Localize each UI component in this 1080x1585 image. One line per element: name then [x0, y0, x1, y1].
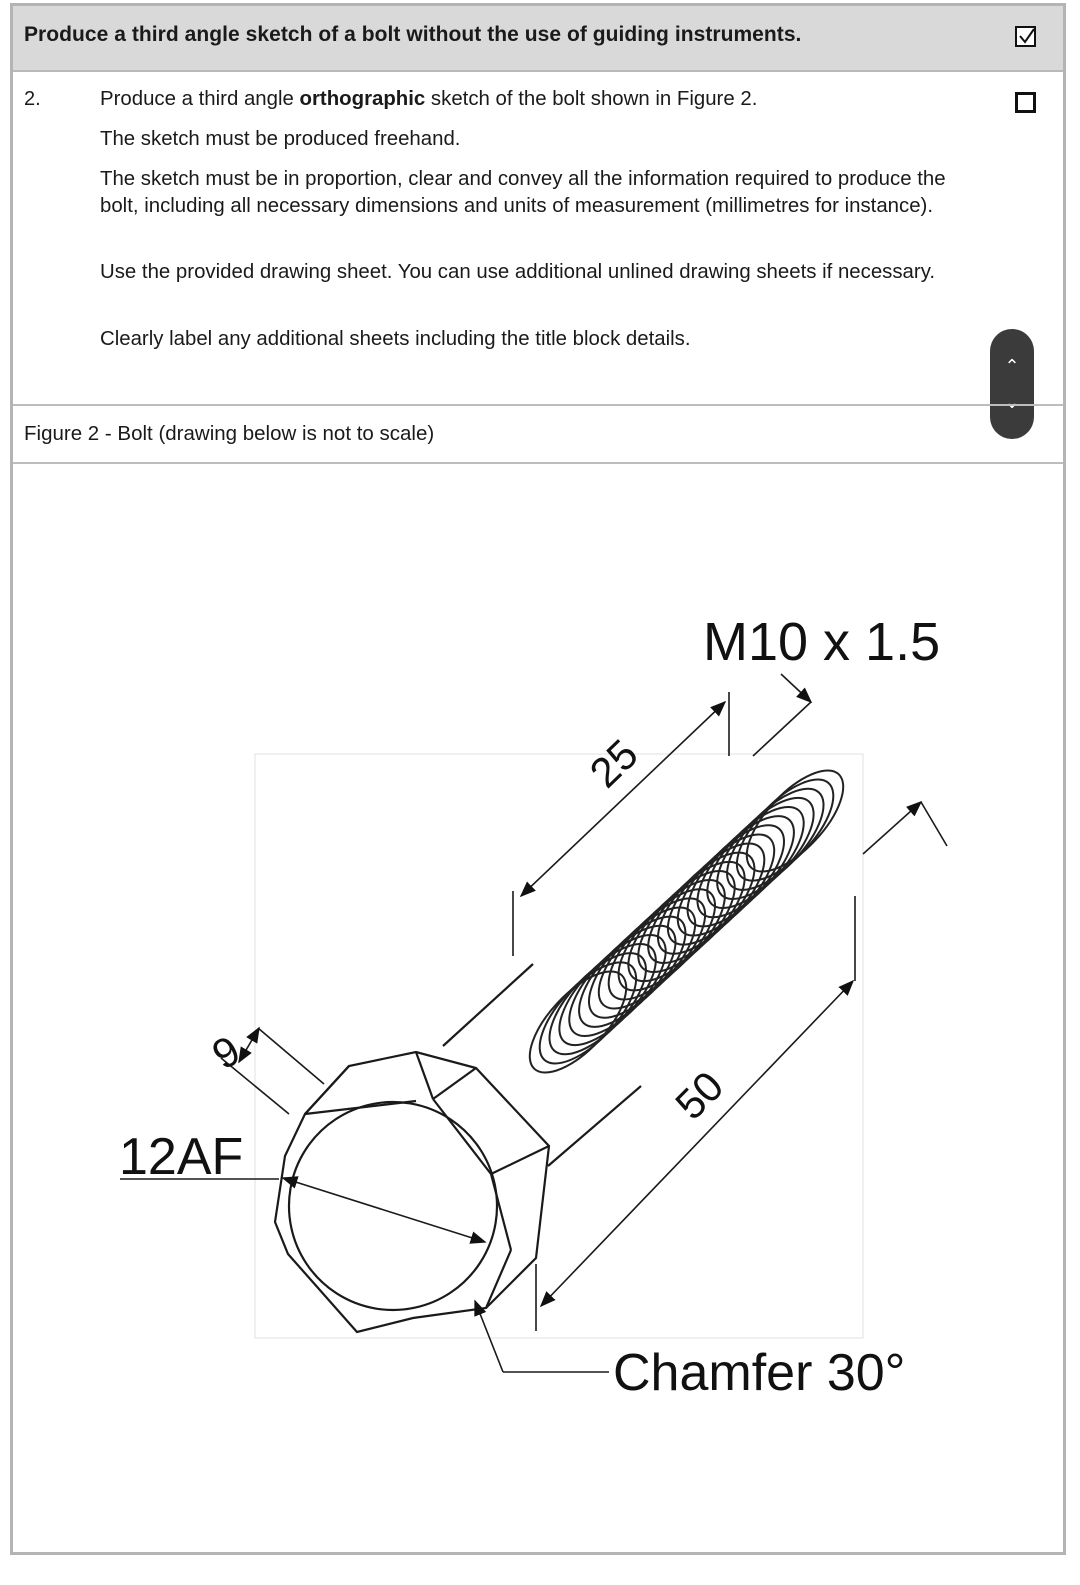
thread-ring: [543, 929, 671, 1061]
total-length-label: 50: [666, 1062, 733, 1129]
thread-ring: [583, 892, 711, 1024]
question-number: 2.: [24, 88, 41, 110]
emphasis-orthographic: orthographic: [299, 88, 426, 110]
question-para-5: Clearly label any additional sheets including the title block details.: [100, 328, 691, 350]
thread-ring: [711, 773, 839, 905]
thread-length-label: 25: [580, 730, 647, 797]
thread-ring: [553, 920, 681, 1052]
chamfer-label: Chamfer 30°: [613, 1344, 906, 1402]
question-para-3: The sketch must be in proportion, clear and convey all the information required to produce the bolt, including all necessary dimensions and units of measurement (millimetres for instance).: [100, 168, 946, 217]
figure-caption: Figure 2 - Bolt (drawing below is not to scale): [24, 422, 435, 445]
thread-ring: [573, 901, 701, 1033]
question-sheet: [10, 3, 1066, 1555]
thread-ring: [701, 782, 829, 914]
thread-ring: [612, 865, 740, 997]
thread-spec-label: M10 x 1.5: [703, 612, 941, 672]
bolt-thread: [514, 755, 859, 1088]
thread-ring: [672, 810, 800, 942]
question-para-2: The sketch must be produced freehand.: [100, 128, 461, 150]
thread-ring: [691, 792, 819, 924]
thread-ring: [662, 819, 790, 951]
thread-ring: [731, 755, 859, 887]
thread-ring: [603, 874, 731, 1006]
thread-ring: [652, 828, 780, 960]
header-title: Produce a third angle sketch of a bolt without the use of guiding instruments.: [24, 23, 802, 46]
thread-ring: [622, 856, 750, 988]
bolt-hex-head: [270, 1052, 549, 1332]
chevron-down-icon[interactable]: ⌄: [1004, 392, 1020, 412]
thread-ring: [514, 956, 642, 1088]
bolt-figure: [13, 6, 1063, 1552]
question-line-1: Produce a third angle orthographic sketch of the bolt shown in Figure 2.: [100, 88, 758, 110]
thread-ring: [593, 883, 721, 1015]
dimension-lines: [120, 674, 947, 1372]
thread-ring: [534, 938, 662, 1070]
across-flats-label: 12AF: [119, 1128, 244, 1186]
thread-ring: [632, 846, 760, 978]
question-para-4: Use the provided drawing sheet. You can use additional unlined drawing sheets if necessary.: [100, 261, 936, 283]
head-height-label: 6: [204, 1026, 248, 1079]
thread-ring: [642, 837, 770, 969]
thread-ring: [721, 764, 849, 896]
thread-ring: [682, 801, 810, 933]
thread-ring: [563, 910, 691, 1042]
thread-ring: [524, 947, 652, 1079]
chevron-up-icon[interactable]: ⌃: [1004, 356, 1020, 376]
